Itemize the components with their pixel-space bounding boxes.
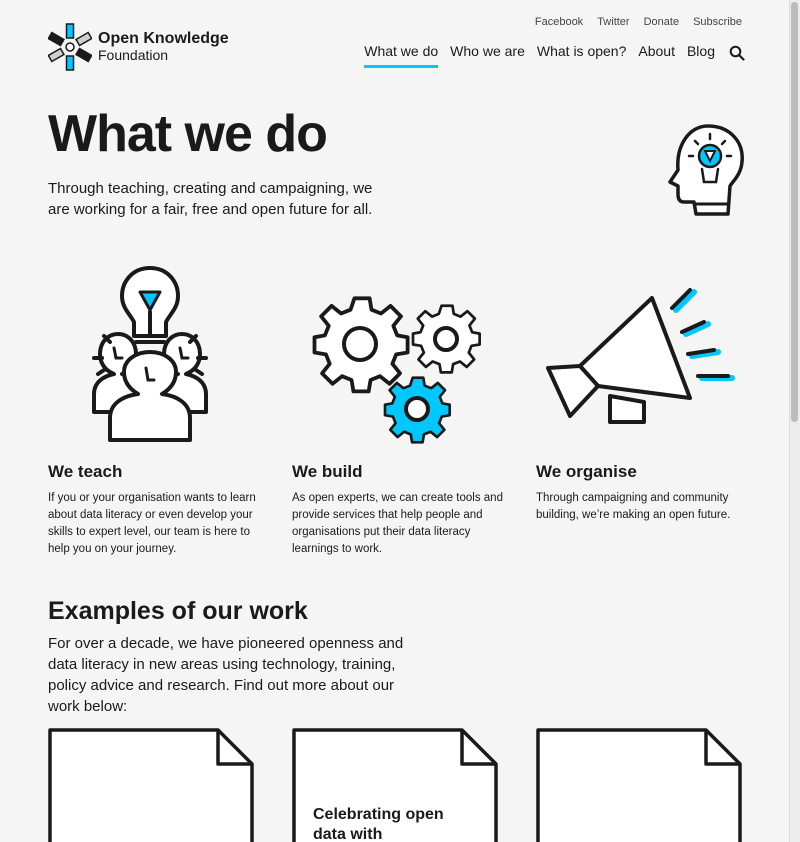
example-card[interactable] [48, 728, 256, 842]
examples-title: Examples of our work [48, 597, 308, 625]
main-nav [364, 43, 745, 68]
feature-title: We organise [536, 462, 637, 481]
feature-title: We build [292, 462, 363, 481]
util-link-twitter[interactable]: Twitter [597, 16, 630, 28]
folded-page-icon [48, 728, 256, 842]
feature-text: Through campaigning and community building, we’re making an open future. [536, 492, 731, 521]
util-link-facebook[interactable]: Facebook [534, 16, 584, 28]
utility-nav [535, 16, 742, 28]
site-logo[interactable] [48, 22, 229, 72]
examples-subtitle: For over a decade, we have pioneered openness and data literacy in new areas using technology, training, policy advice and research. Find out more about our work below: [48, 635, 404, 715]
nav-who-we-are[interactable]: Who we are [450, 43, 525, 59]
scrollbar[interactable] [789, 0, 800, 842]
scrollbar-thumb[interactable] [791, 2, 798, 422]
okf-logo-icon [48, 22, 92, 72]
card-title: Celebrating open data with [313, 806, 444, 842]
feature-title: We teach [48, 462, 123, 481]
gears-icon [292, 262, 492, 452]
teach-people-icon [48, 262, 248, 452]
nav-what-is-open[interactable]: What is open? [536, 43, 627, 59]
logo-line-1: Open Knowledge [98, 30, 229, 47]
logo-wordmark [98, 30, 229, 64]
feature-text: If you or your organisation wants to learn about data literacy or even develop your skills to expert level, our team is here to help you on your journey. [48, 492, 256, 555]
hero-subtitle: Through teaching, creating and campaigning, we are working for a fair, free and open future for all. [48, 180, 373, 218]
util-link-subscribe[interactable]: Subscribe [693, 16, 742, 28]
feature-we-build [292, 262, 512, 558]
util-link-donate[interactable]: Donate [643, 16, 680, 28]
feature-we-teach [48, 262, 268, 558]
page-title: What we do [48, 105, 327, 163]
search-icon[interactable] [729, 45, 745, 61]
nav-about[interactable]: About [638, 43, 675, 59]
nav-what-we-do[interactable]: What we do [364, 43, 438, 68]
feature-text: As open experts, we can create tools and provide services that help people and organisations put their data literacy learnings to work. [292, 492, 503, 555]
example-card[interactable] [292, 728, 500, 842]
nav-blog[interactable]: Blog [686, 43, 715, 59]
megaphone-icon [536, 262, 736, 452]
folded-page-icon [536, 728, 744, 842]
lightbulb-head-icon [664, 120, 748, 220]
logo-line-2: Foundation [98, 47, 169, 63]
example-card[interactable] [536, 728, 744, 842]
feature-we-organise [536, 262, 756, 524]
